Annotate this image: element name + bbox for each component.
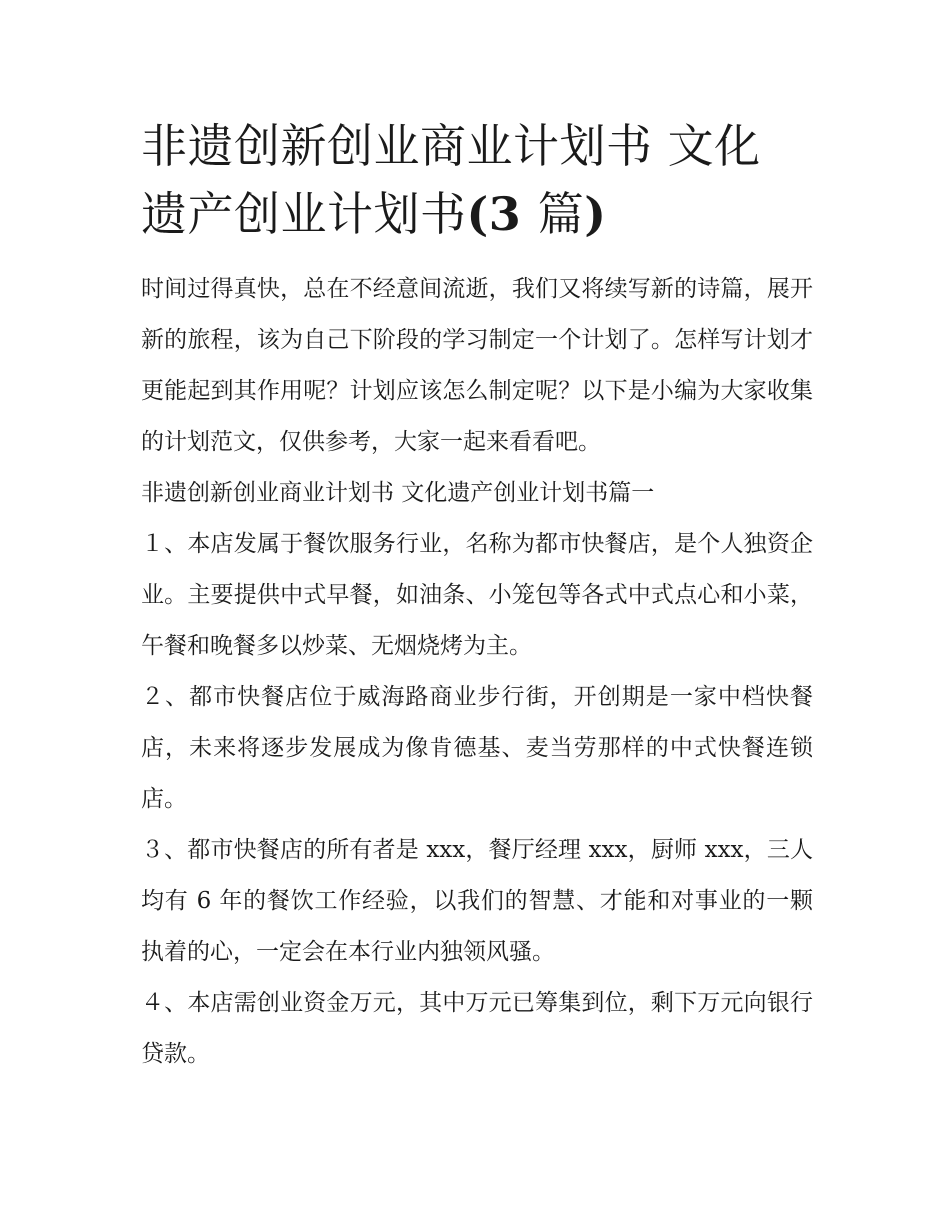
list-item-4: ４、本店需创业资金万元，其中万元已筹集到位，剩下万元向银行贷款。 [141,990,813,1067]
list-item-1: １、本店发属于餐饮服务行业，名称为都市快餐店，是个人独资企业。主要提供中式早餐，如油条、小笼包等各式中式点心和小菜，午餐和晚餐多以炒菜、无烟烧烤为主。 [141,531,813,659]
title-count-open: (3 [466,187,538,241]
section-heading: 非遗创新创业商业计划书 文化遗产创业计划书篇一 [141,480,655,506]
title-count-close: ) [584,187,607,241]
title-line-1: 非遗创新创业商业计划书 文化 [141,119,761,173]
intro-paragraph: 时间过得真快，总在不经意间流逝，我们又将续写新的诗篇，展开新的旅程，该为自己下阶段的学习制定一个计划了。怎样写计划才更能起到其作用呢？计划应该怎么制定呢？以下是小编为大家收集的计划范文，仅供参考，大家一起来看看吧。 [141,276,813,455]
list-item-2: ２、都市快餐店位于威海路商业步行街，开创期是一家中档快餐店，未来将逐步发展成为像肯德基、麦当劳那样的中式快餐连锁店。 [141,684,813,812]
document-body [141,264,813,1080]
list-item-3: ３、都市快餐店的所有者是 xxx，餐厅经理 xxx，厨师 xxx，三人均有 6 年的餐饮工作经验，以我们的智慧、才能和对事业的一颗执着的心，一定会在本行业内独领风骚。 [141,837,813,965]
title-count-unit: 篇 [537,187,585,241]
document-page [141,112,813,1080]
title-line-2: 遗产创业计划书 [141,187,467,241]
document-title [141,112,813,248]
